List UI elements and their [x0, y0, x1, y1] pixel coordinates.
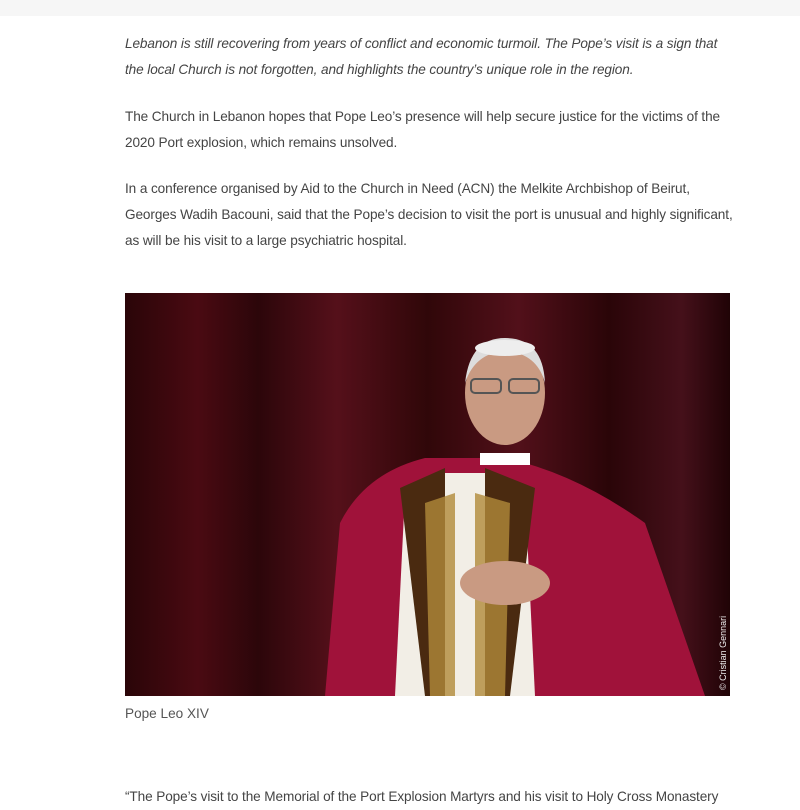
pope-figure-illustration	[125, 293, 730, 696]
photo-caption: Pope Leo XIV	[125, 706, 209, 721]
photo-credit: © Cristian Gennari	[718, 615, 728, 690]
intro-paragraph: Lebanon is still recovering from years of conflict and economic turmoil. The Pope’s visit is a sign that the local Church is not forgotten, and highlights the country’s unique role in the region.	[125, 36, 718, 77]
article-photo	[125, 293, 730, 696]
paragraph: In a conference organised by Aid to the Church in Need (ACN) the Melkite Archbishop of Beirut, Georges Wadih Bacouni, said that the Pope’s decision to visit the port is unusual and highly significant, as will be his visit to a large psychiatric hospital.	[125, 181, 733, 248]
top-bar	[0, 0, 800, 16]
paragraph: “The Pope’s visit to the Memorial of the Port Explosion Martyrs and his visit to Holy Cross Monastery	[125, 789, 719, 804]
paragraph: The Church in Lebanon hopes that Pope Leo’s presence will help secure justice for the victims of the 2020 Port explosion, which remains unsolved.	[125, 109, 721, 150]
